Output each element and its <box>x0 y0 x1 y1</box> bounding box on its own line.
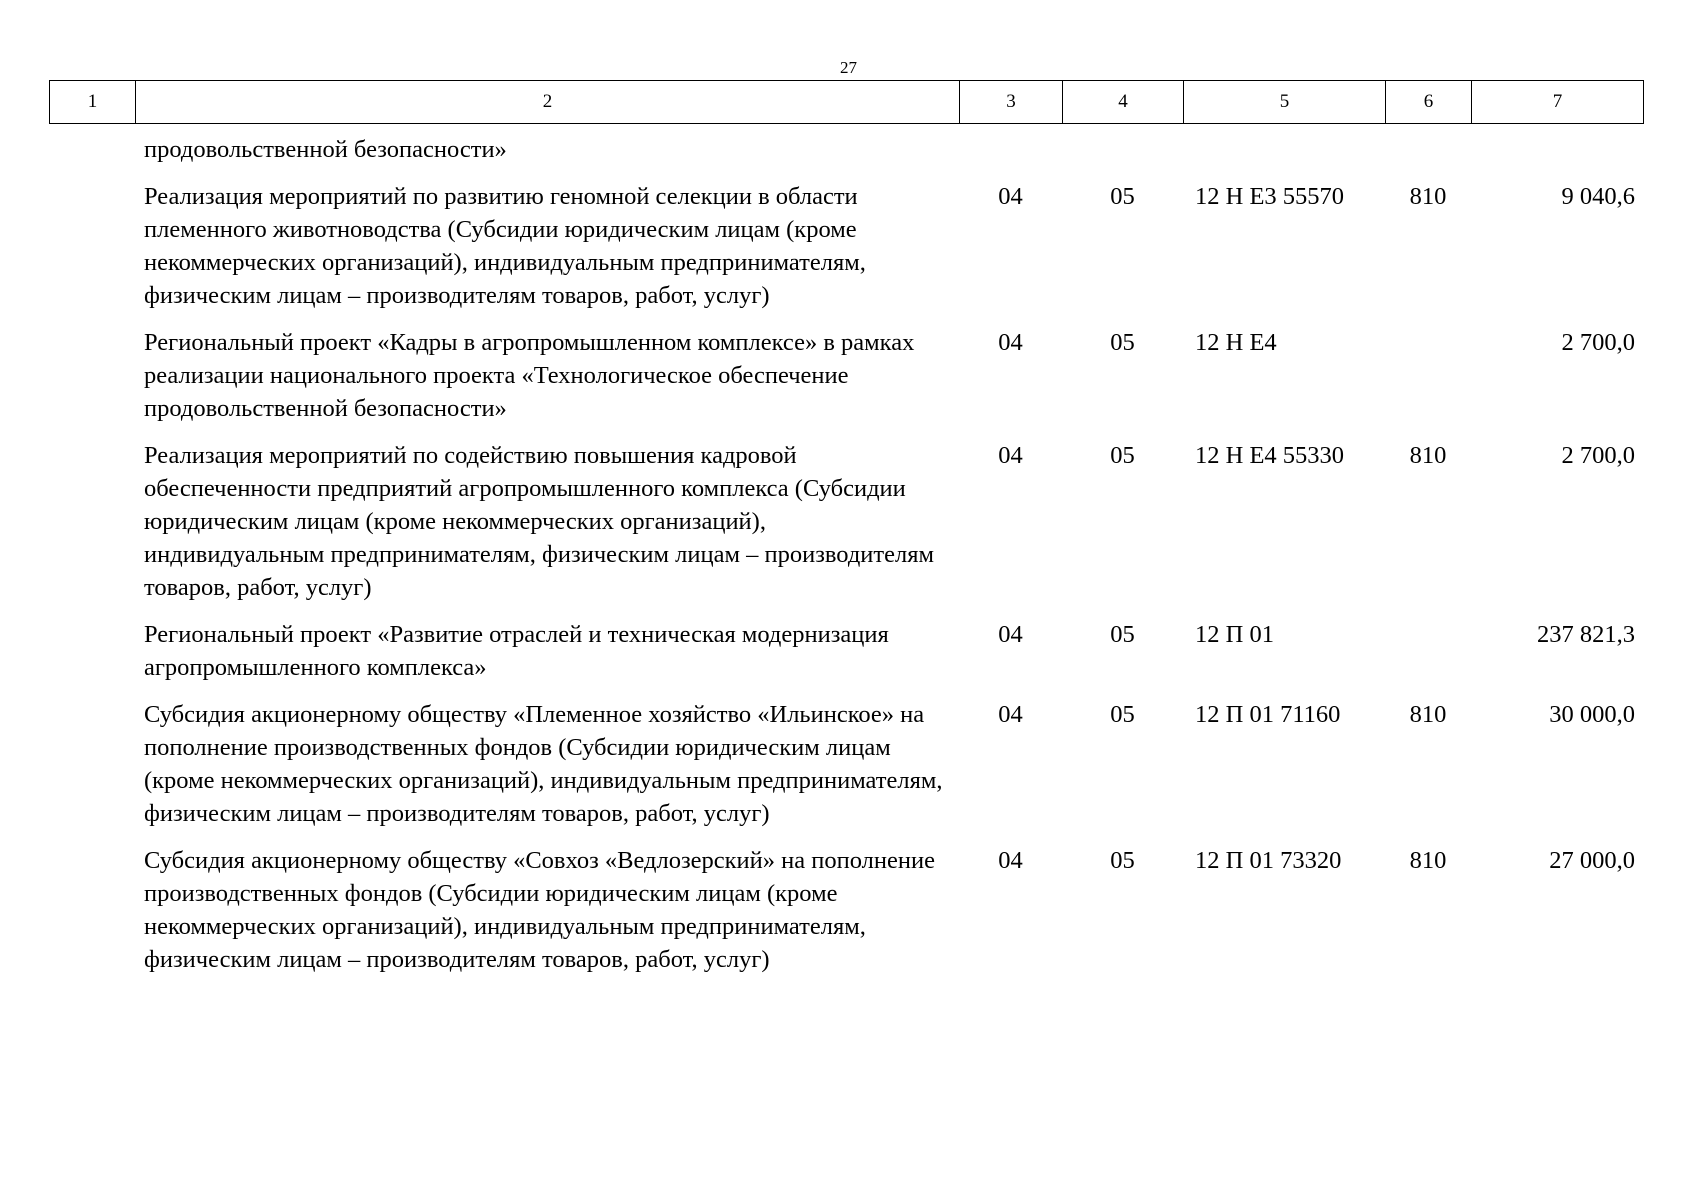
row-expense-type: 810 <box>1409 847 1447 874</box>
table-row <box>49 439 1643 618</box>
row-expense-type <box>1385 618 1471 698</box>
row-target-code: 12 П 01 73320 <box>1195 847 1342 874</box>
row-target-code: 12 П 01 <box>1195 621 1274 648</box>
row-description: Региональный проект «Развитие отраслей и техническая модернизация агропромышленного комплекса» <box>144 621 889 681</box>
row-section: 04 <box>998 183 1023 210</box>
table-row <box>49 698 1643 844</box>
column-header-2: 2 <box>136 81 960 124</box>
column-header-6: 6 <box>1386 81 1472 124</box>
budget-table <box>49 133 1643 990</box>
table-row <box>49 844 1643 990</box>
row-expense-type: 810 <box>1409 701 1447 728</box>
column-header-7: 7 <box>1472 81 1644 124</box>
row-section: 04 <box>998 329 1023 356</box>
row-section: 04 <box>998 847 1023 874</box>
row-amount: 2 700,0 <box>1561 329 1635 356</box>
table-row <box>49 180 1643 326</box>
row-subsection: 05 <box>1110 847 1135 874</box>
row-expense-type: 810 <box>1409 442 1447 469</box>
continuation-text: продовольственной безопасности» <box>144 136 507 163</box>
row-subsection: 05 <box>1110 329 1135 356</box>
row-description: Субсидия акционерному обществу «Совхоз «Ведлозерский» на пополнение производственных фондов (Субсидии юридическим лицам (кроме некоммерческих организаций), индивидуальным предпринимателям, физическим лицам – производителям товаров, работ, услуг) <box>144 847 935 973</box>
column-header-row <box>50 81 1644 124</box>
row-description: Субсидия акционерному обществу «Племенное хозяйство «Ильинское» на пополнение производственных фондов (Субсидии юридическим лицам (кроме некоммерческих организаций), индивидуальным предпринимателям, физическим лицам – производителям товаров, работ, услуг) <box>144 701 943 827</box>
column-header-3: 3 <box>960 81 1063 124</box>
row-subsection: 05 <box>1110 442 1135 469</box>
row-description: Реализация мероприятий по содействию повышения кадровой обеспеченности предприятий агропромышленного комплекса (Субсидии юридическим лицам (кроме некоммерческих организаций), индивидуальным предпринимателям, физическим лицам – производителям товаров, работ, услуг) <box>144 442 934 601</box>
row-description: Реализация мероприятий по развитию геномной селекции в области племенного животноводства (Субсидии юридическим лицам (кроме некоммерческих организаций), индивидуальным предпринимателям, физическим лицам – производителям товаров, работ, услуг) <box>144 183 866 309</box>
column-header-5: 5 <box>1184 81 1386 124</box>
row-amount: 27 000,0 <box>1549 847 1635 874</box>
row-section: 04 <box>998 621 1023 648</box>
row-amount: 9 040,6 <box>1561 183 1635 210</box>
row-amount: 237 821,3 <box>1537 621 1635 648</box>
row-description: Региональный проект «Кадры в агропромышленном комплексе» в рамках реализации национального проекта «Технологическое обеспечение продовольственной безопасности» <box>144 329 915 422</box>
row-amount: 2 700,0 <box>1561 442 1635 469</box>
column-header-table <box>49 80 1644 124</box>
row-subsection: 05 <box>1110 183 1135 210</box>
row-target-code: 12 П 01 71160 <box>1195 701 1341 728</box>
page-number: 27 <box>840 58 857 77</box>
table-row <box>49 326 1643 439</box>
row-target-code: 12 Н Е4 <box>1195 329 1277 356</box>
column-header-1: 1 <box>50 81 136 124</box>
continuation-row <box>49 133 1643 180</box>
row-section: 04 <box>998 442 1023 469</box>
row-target-code: 12 Н Е3 55570 <box>1195 183 1345 210</box>
table-row <box>49 618 1643 698</box>
row-amount: 30 000,0 <box>1549 701 1635 728</box>
row-subsection: 05 <box>1110 701 1135 728</box>
column-header-4: 4 <box>1063 81 1184 124</box>
row-expense-type <box>1385 326 1471 439</box>
row-subsection: 05 <box>1110 621 1135 648</box>
row-expense-type: 810 <box>1409 183 1447 210</box>
row-section: 04 <box>998 701 1023 728</box>
row-target-code: 12 Н Е4 55330 <box>1195 442 1345 469</box>
